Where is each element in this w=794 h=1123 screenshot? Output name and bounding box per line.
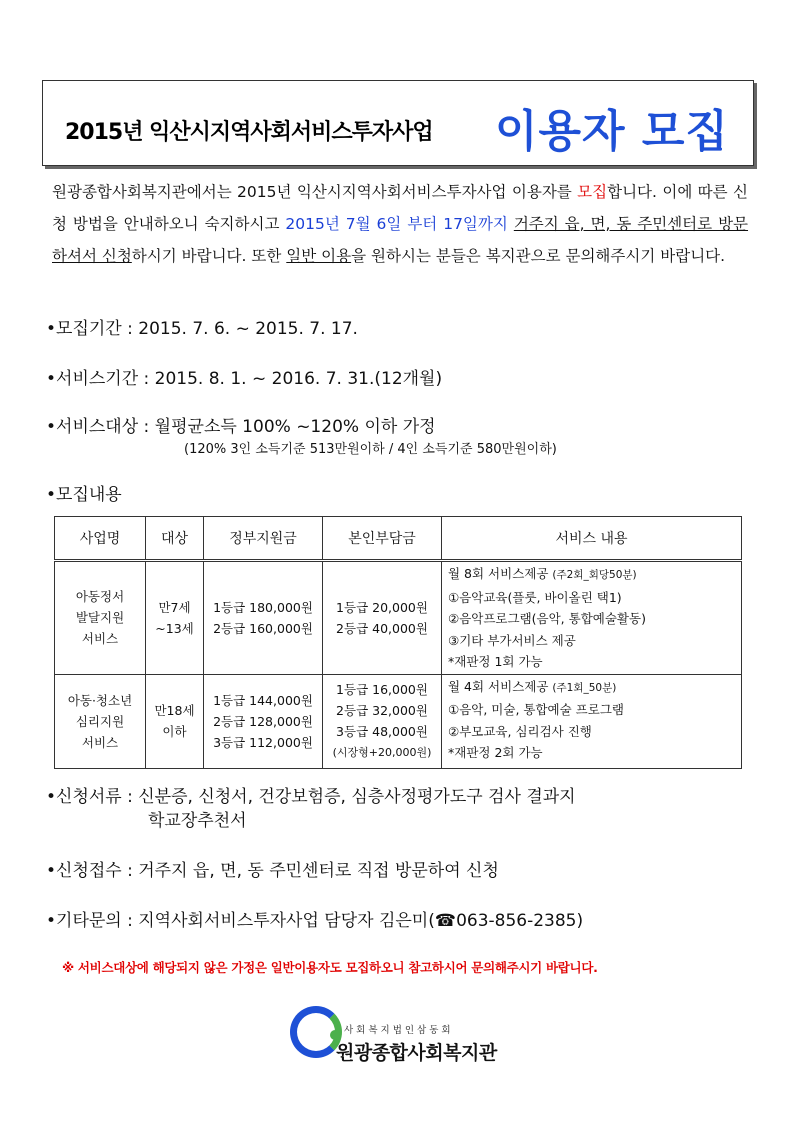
header-gov: 정부지원금 [204, 517, 323, 561]
cell-line: 2등급 160,000원 [213, 620, 313, 636]
apply-docs: •신청서류 : 신분증, 신청서, 건강보험증, 심층사정평가도구 검사 결과지 [46, 787, 576, 807]
cell-line: 1등급 144,000원 [213, 692, 313, 708]
intro-text-6: 을 원하시는 분들은 복지관으로 문의해주시기 바랍니다. [351, 247, 726, 265]
contact-phone: 063-856-2385) [456, 911, 584, 931]
cell-line: ①음악, 미술, 통합예술 프로그램 [448, 702, 624, 717]
intro-text-5: 또한 [251, 247, 282, 265]
logo-subtitle: 사회복지법인삼동회 [344, 1025, 454, 1036]
logo-name: 원광종합사회복지관 [336, 1042, 497, 1064]
row1-target [146, 561, 204, 675]
row1-content [442, 561, 742, 675]
apply-reception: •신청접수 : 거주지 읍, 면, 동 주민센터로 직접 방문하여 신청 [46, 861, 499, 881]
content-head: 월 8회 서비스제공 [448, 566, 549, 581]
row1-self [323, 561, 442, 675]
cell-line: 만7세 [158, 599, 191, 615]
cell-line: 발달지원 [75, 610, 125, 626]
header-self: 본인부담금 [323, 517, 442, 561]
intro-general-use: 일반 이용 [286, 247, 352, 265]
title-box [42, 80, 754, 166]
org-logo [290, 1002, 530, 1072]
table-row [55, 674, 742, 768]
cell-line: 1등급 20,000원 [336, 599, 428, 615]
cell-line: 3등급 112,000원 [213, 734, 313, 750]
intro-date: 2015년 7월 6일 부터 17일까지 [285, 215, 508, 233]
cell-line: 서비스 [81, 734, 119, 750]
cell-line: 아동정서 [75, 589, 125, 605]
cell-line: 심리지원 [75, 713, 125, 729]
intro-text-2: 합니다. 이에 따른 신청 방법을 안내하오니 숙지하시고 [52, 183, 748, 233]
cell-line: 2등급 40,000원 [336, 620, 428, 636]
row2-gov [204, 674, 323, 768]
contact-prefix: •기타문의 : 지역사회서비스투자사업 담당자 김은미( [46, 911, 435, 931]
intro-recruit-word: 모집 [577, 183, 608, 201]
cell-line: 아동·청소년 [67, 692, 133, 708]
intro-apply-place: 거주지 읍, 면, 동 주민센터로 방문하셔서 신청 [52, 215, 749, 265]
service-target-sub: (120% 3인 소득기준 513만원이하 / 4인 소득기준 580만원이하) [184, 442, 557, 457]
service-period: •서비스기간 : 2015. 8. 1. ~ 2016. 7. 31.(12개월) [46, 369, 443, 389]
title-highlight: 이용자 모집 [495, 106, 729, 157]
cell-line: ②부모교육, 심리검사 진행 [448, 723, 592, 739]
phone-icon: ☎ [434, 911, 457, 931]
recruit-content: •모집내용 [46, 485, 122, 505]
title-prefix: 2015년 익산시지역사회서비스투자사업 [65, 120, 433, 145]
service-target: •서비스대상 : 월평균소득 100% ~120% 이하 가정 [46, 417, 436, 437]
intro-text-1: 원광종합사회복지관에서는 2015년 익산시지역사회서비스투자사업 이용자를 [52, 183, 572, 201]
cell-line: ③기타 부가서비스 제공 [448, 632, 576, 648]
row1-name [55, 561, 146, 675]
table-row [55, 561, 742, 675]
cell-line: *재판정 2회 가능 [448, 745, 543, 760]
cell-line: 1등급 16,000원 [336, 682, 428, 697]
cell-line: 2등급 32,000원 [336, 703, 428, 718]
header-target: 대상 [146, 517, 204, 561]
header-name: 사업명 [55, 517, 146, 561]
cell-line: 만18세 [154, 703, 195, 718]
cell-line: 1등급 180,000원 [213, 599, 313, 615]
cell-line: 이하 [162, 724, 187, 739]
cell-line: ②음악프로그램(음악, 통합예술활동) [448, 611, 646, 626]
cell-line: 2등급 128,000원 [213, 713, 313, 729]
cell-line: 서비스 [81, 631, 119, 647]
contact [46, 906, 583, 931]
row2-target [146, 674, 204, 768]
header-content: 서비스 내용 [442, 517, 742, 561]
cell-line: *재판정 1회 가능 [448, 654, 543, 669]
content-head: 월 4회 서비스제공 [448, 678, 549, 694]
row2-content [442, 674, 742, 768]
cell-line: ①음악교육(플룻, 바이올린 택1) [448, 589, 622, 605]
content-head-small: (주1회_50분) [552, 681, 617, 694]
cell-line: (시장형+20,000원) [332, 746, 432, 759]
row2-self [323, 674, 442, 768]
intro-paragraph [52, 176, 748, 272]
intro-text-4: 하시기 바랍니다. [131, 247, 247, 265]
content-head-small: (주2회_회당50분) [552, 569, 637, 581]
cell-line: 3등급 48,000원 [336, 724, 428, 739]
cell-line [448, 676, 740, 700]
service-table [54, 516, 742, 769]
cell-line [448, 563, 740, 587]
footer-note: ※ 서비스대상에 해당되지 않은 가정은 일반이용자도 모집하오니 참고하시어 문의해주시기 바랍니다. [62, 960, 598, 975]
cell-line: ~13세 [155, 620, 194, 636]
recruit-period: •모집기간 : 2015. 7. 6. ~ 2015. 7. 17. [46, 319, 358, 339]
row2-name [55, 674, 146, 768]
row1-gov [204, 561, 323, 675]
table-header-row [55, 517, 742, 561]
apply-docs-2: 학교장추천서 [148, 811, 247, 831]
